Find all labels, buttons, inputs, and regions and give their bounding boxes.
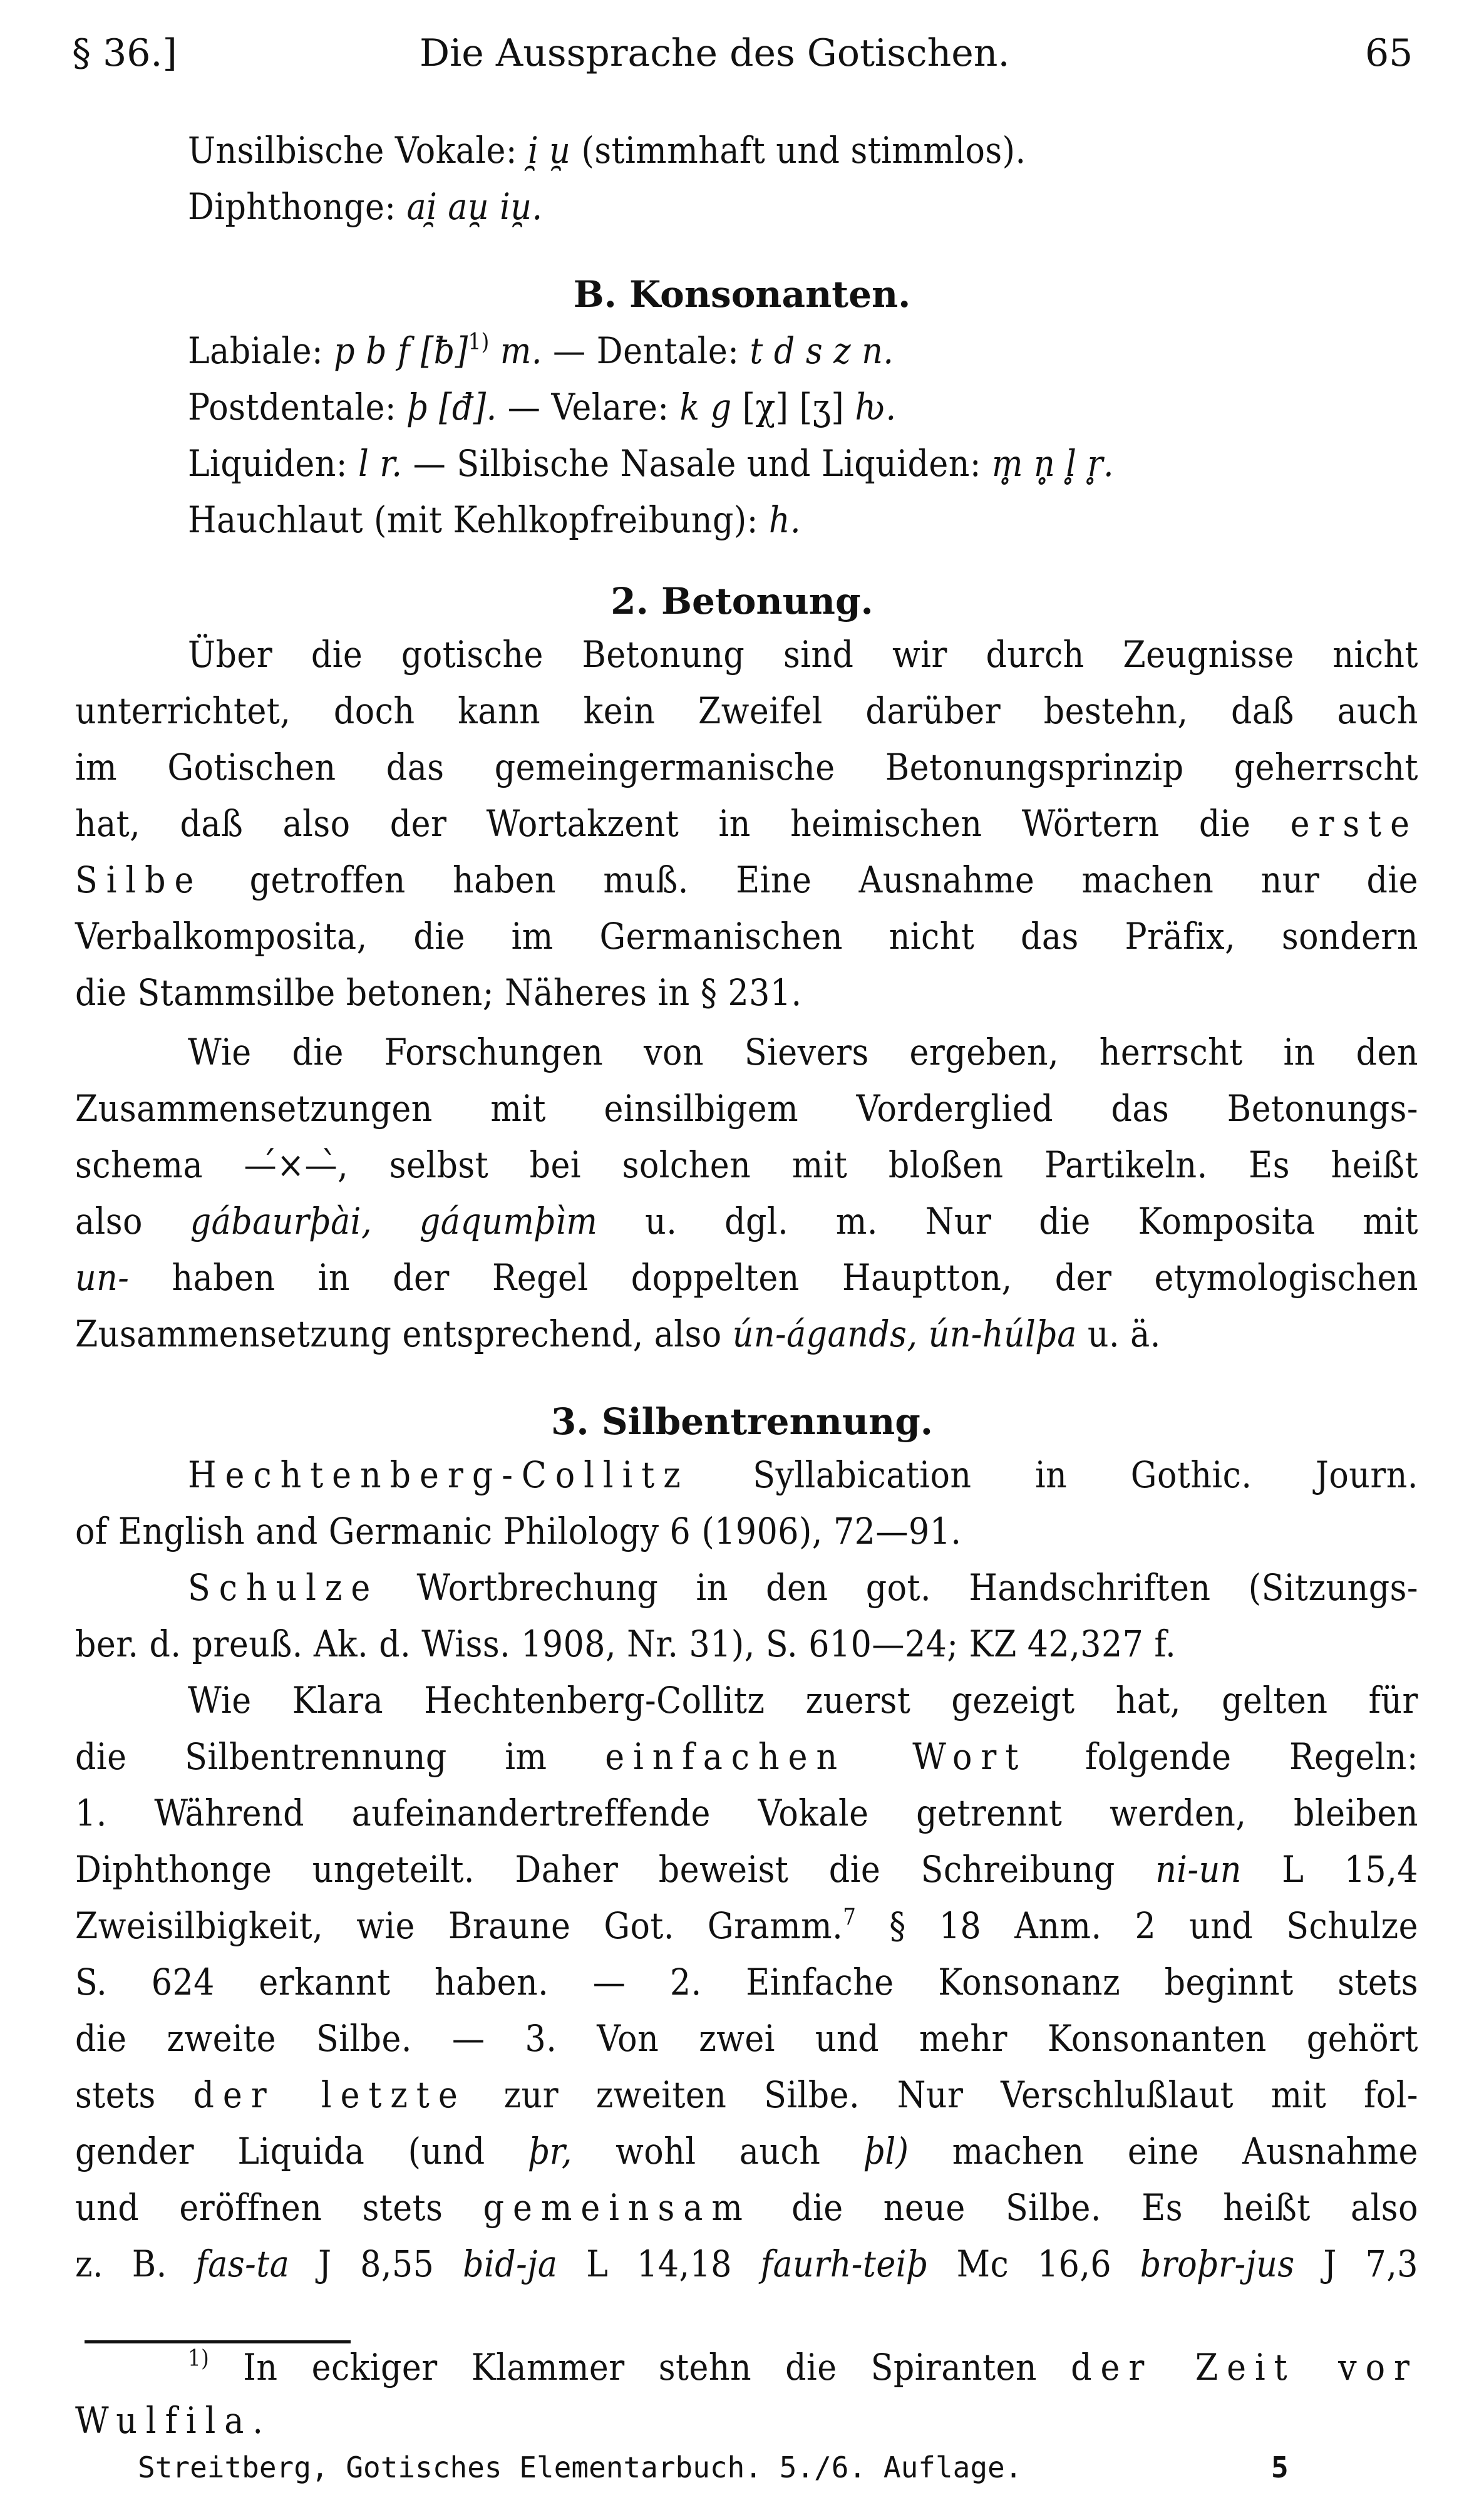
- footnote-marker: 1): [188, 2346, 210, 2372]
- imprint-line: Streitberg, Gotisches Elementarbuch. 5./6. Auflage.: [138, 2451, 1023, 2484]
- heading-silbentrennung: 3. Silbentrennung.: [551, 1400, 933, 1443]
- text-line: stets der letzte zur zweiten Silbe. Nur Verschlußlaut mit fol-: [75, 2074, 1418, 2116]
- text-line: gender Liquida (und þr, wohl auch þl) machen eine Ausnahme: [75, 2130, 1418, 2172]
- emphasis-spaced: Silbe: [75, 859, 203, 901]
- text-line: also gábaurþài, gáqumþìm u. dgl. m. Nur die Komposita mit: [75, 1200, 1418, 1242]
- reference-line: Schulze Wortbrechung in den got. Handschriften (Sitzungs-: [188, 1566, 1418, 1609]
- footnote: $^{1)}$ In eckiger Klammer stehn die Spiranten der Zeit vor: [188, 2346, 1418, 2389]
- text-line: Verbalkomposita, die im Germanischen nicht das Präfix, sondern: [75, 915, 1418, 958]
- text-line: die zweite Silbe. — 3. Von zwei und mehr Konsonanten gehört: [75, 2017, 1418, 2060]
- diphthong-symbols: ai̯ au̯ iu̯.: [406, 185, 543, 228]
- heading-konsonanten: B. Konsonanten.: [573, 273, 911, 316]
- page-number: 65: [1365, 31, 1413, 75]
- text-line: Wie Klara Hechtenberg-Collitz zuerst gezeigt hat, gelten für: [188, 1679, 1418, 1722]
- text-line: hat, daß also der Wortakzent in heimischen Wörtern die erste: [75, 802, 1418, 845]
- emphasis-spaced: erste: [1290, 802, 1418, 845]
- text-line: und eröffnen stets gemeinsam die neue Silbe. Es heißt also: [75, 2186, 1418, 2229]
- footnote-ref: 1): [468, 329, 490, 355]
- reference-line: Hechtenberg-Collitz Syllabication in Gothic. Journ.: [188, 1454, 1418, 1496]
- text-line: im Gotischen das gemeingermanische Betonungsprinzip geherrscht: [75, 746, 1418, 788]
- labiale-line: Labiale: p b f [ƀ]$^{1)}$ m. — Dentale: t d s z n.: [188, 329, 894, 372]
- text-line: Zweisilbigkeit, wie Braune Got. Gramm.$^7$ § 18 Anm. 2 und Schulze: [75, 1904, 1419, 1947]
- footnote-continuation: [75, 2395, 1418, 2446]
- stress-schema: —́×—̀: [244, 1144, 338, 1186]
- text-line: S. 624 erkannt haben. — 2. Einfache Konsonanz beginnt stets: [75, 1961, 1418, 2003]
- emphasis-spaced: einfachen Wort: [605, 1735, 1028, 1778]
- vowel-symbols: i̯ u̯: [528, 129, 571, 172]
- text-line: Zusammensetzungen mit einsilbigem Vorderglied das Betonungs-: [75, 1087, 1418, 1130]
- author-spaced: Schulze: [188, 1566, 379, 1609]
- author-spaced: Hechtenberg-Collitz: [188, 1454, 689, 1496]
- text-line: un- haben in der Regel doppelten Hauptton, der etymologischen: [75, 1256, 1418, 1299]
- hauchlaut-line: Hauchlaut (mit Kehlkopfreibung): h.: [188, 498, 801, 541]
- text-line: 1. Während aufeinandertreffende Vokale getrennt werden, bleiben: [75, 1792, 1418, 1834]
- text-line: schema —́×—̀, selbst bei solchen mit bloßen Partikeln. Es heißt: [75, 1144, 1418, 1186]
- text-line: die Stammsilbe betonen; Näheres in § 231.: [75, 971, 802, 1014]
- text-line: Zusammensetzung entsprechend, also ún-ágands, ún-húlþa u. ä.: [75, 1313, 1161, 1355]
- heading-betonung: 2. Betonung.: [611, 580, 873, 622]
- text-line: Diphthonge ungeteilt. Daher beweist die Schreibung ni-un L 15,4: [75, 1848, 1418, 1891]
- text-line: unterrichtet, doch kann kein Zweifel darüber bestehn, daß auch: [75, 690, 1418, 732]
- reference-line: of English and Germanic Philology 6 (1906), 72—91.: [75, 1510, 962, 1552]
- signature-mark: 5: [1271, 2451, 1289, 2484]
- emphasis-spaced: gemeinsam: [483, 2186, 751, 2229]
- emphasis-spaced: der letzte: [193, 2074, 466, 2116]
- emphasis-spaced: der Zeit vor: [1071, 2346, 1418, 2389]
- emphasis-spaced: Wulfila.: [75, 2399, 272, 2442]
- text-line: Über die gotische Betonung sind wir durch Zeugnisse nicht: [188, 633, 1418, 676]
- text-line: die Silbentrennung im einfachen Wort folgende Regeln:: [75, 1735, 1418, 1778]
- examples-line: z. B. fas-ta J 8,55 bid-ja L 14,18 faurh-teiþ Mc 16,6 broþr-jus J 7,3: [75, 2243, 1418, 2285]
- postdentale-line: Postdentale: þ [đ]. — Velare: k g [χ] [ʒ] ƕ.: [188, 386, 897, 428]
- diphthonge-line: Diphthonge: ai̯ au̯ iu̯.: [188, 185, 543, 228]
- reference-line: ber. d. preuß. Ak. d. Wiss. 1908, Nr. 31), S. 610—24; KZ 42,327 f.: [75, 1623, 1177, 1665]
- text-line: Silbe getroffen haben muß. Eine Ausnahme machen nur die: [75, 859, 1418, 901]
- section-marker: § 36.]: [72, 31, 177, 75]
- unsilbische-vokale-line: Unsilbische Vokale: i̯ u̯ (stimmhaft und stimmlos).: [188, 129, 1026, 172]
- running-title: Die Aussprache des Gotischen.: [420, 31, 1010, 75]
- liquiden-line: Liquiden: l r. — Silbische Nasale und Liquiden: m̥ n̥ l̥ r̥.: [188, 442, 1115, 485]
- text-line: Wie die Forschungen von Sievers ergeben, herrscht in den: [188, 1031, 1418, 1073]
